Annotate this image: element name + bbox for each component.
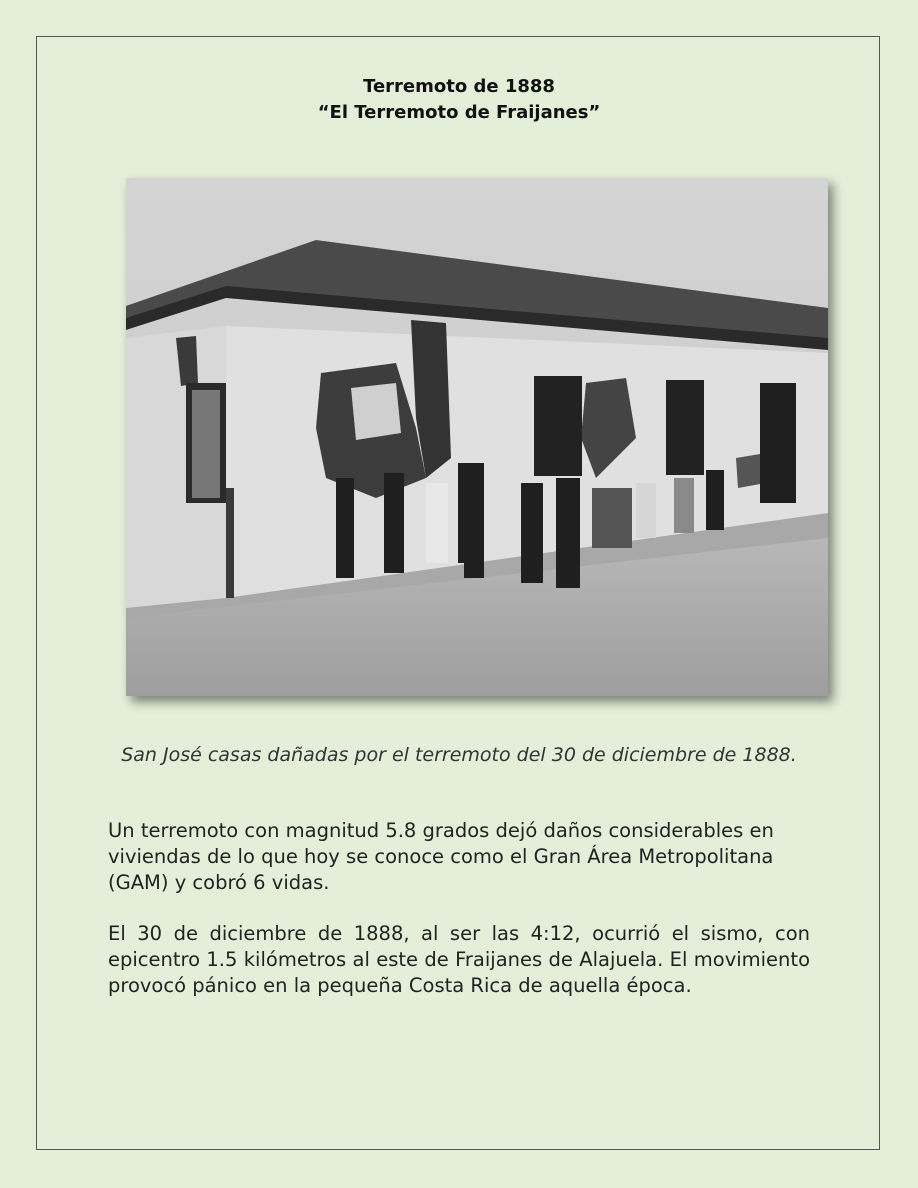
- page-title: [0, 74, 918, 126]
- title-line-2: “El Terremoto de Fraijanes”: [317, 102, 601, 123]
- historical-photo: [126, 178, 828, 696]
- photo-caption: San José casas dañadas por el terremoto del 30 de diciembre de 1888.: [121, 744, 797, 766]
- damaged-houses-photo: [126, 178, 828, 696]
- paragraph-1: Un terremoto con magnitud 5.8 grados dejó daños considerables en viviendas de lo que hoy se conoce como el Gran Área Metropolitana (GAM) y cobró 6 vidas.: [108, 819, 774, 894]
- paragraph-2: El 30 de diciembre de 1888, al ser las 4:12, ocurrió el sismo, con epicentro 1.5 kilómetros al este de Fraijanes de Alajuela. El movimiento provocó pánico en la pequeña Costa Rica de aquella época.: [108, 922, 810, 997]
- title-line-1: Terremoto de 1888: [363, 76, 555, 97]
